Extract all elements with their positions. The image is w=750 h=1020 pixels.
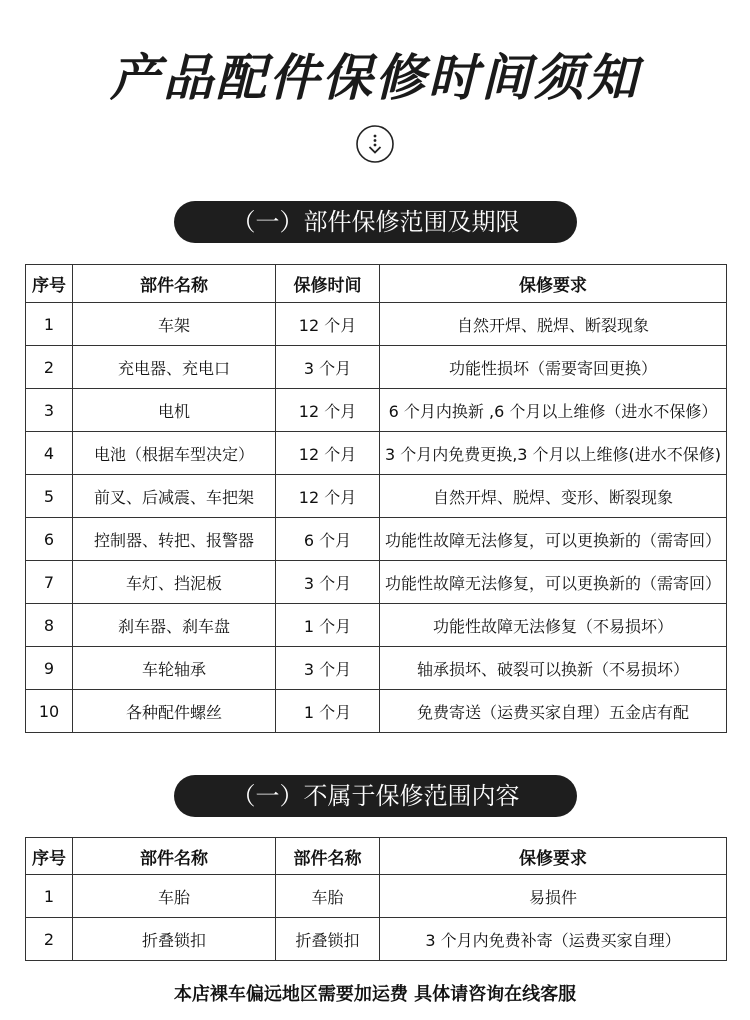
table-row — [26, 647, 727, 690]
cell-requirement: 3 个月内免费更换,3 个月以上维修(进水不保修) — [380, 432, 727, 475]
cell-part-name: 车轮轴承 — [73, 647, 276, 690]
cell-index: 7 — [26, 561, 73, 604]
table-row — [26, 346, 727, 389]
table-row — [26, 389, 727, 432]
cell-period: 1 个月 — [276, 690, 380, 733]
cell-requirement: 轴承损坏、破裂可以换新（不易损坏） — [380, 647, 727, 690]
cell-requirement: 功能性故障无法修复，可以更换新的（需寄回） — [380, 561, 727, 604]
section1-heading: （一）部件保修范围及期限 — [174, 201, 577, 243]
cell-requirement: 自然开焊、脱焊、变形、断裂现象 — [380, 475, 727, 518]
cell-requirement: 易损件 — [380, 875, 727, 918]
cell-period: 12 个月 — [276, 389, 380, 432]
cell-requirement: 功能性故障无法修复（不易损坏） — [380, 604, 727, 647]
table-row — [26, 918, 727, 961]
cell-period: 3 个月 — [276, 346, 380, 389]
cell-index: 3 — [26, 389, 73, 432]
table-row — [26, 303, 727, 346]
cell-requirement: 功能性故障无法修复，可以更换新的（需寄回） — [380, 518, 727, 561]
cell-part-name: 车架 — [73, 303, 276, 346]
cell-index: 9 — [26, 647, 73, 690]
cell-requirement: 3 个月内免费补寄（运费买家自理） — [380, 918, 727, 961]
cell-index: 1 — [26, 875, 73, 918]
cell-index: 2 — [26, 918, 73, 961]
table-row — [26, 875, 727, 918]
exclusion-table — [25, 837, 727, 961]
table-row — [26, 432, 727, 475]
cell-part-name: 各种配件螺丝 — [73, 690, 276, 733]
cell-period: 12 个月 — [276, 475, 380, 518]
section2-heading: （一）不属于保修范围内容 — [174, 775, 577, 817]
cell-requirement: 免费寄送（运费买家自理）五金店有配 — [380, 690, 727, 733]
cell-requirement: 自然开焊、脱焊、断裂现象 — [380, 303, 727, 346]
cell-requirement: 6 个月内换新 ,6 个月以上维修（进水不保修） — [380, 389, 727, 432]
cell-part-name: 车灯、挡泥板 — [73, 561, 276, 604]
chevron-down-icon — [355, 124, 395, 164]
cell-period: 3 个月 — [276, 561, 380, 604]
cell-part-name: 电池（根据车型决定） — [73, 432, 276, 475]
cell-index: 4 — [26, 432, 73, 475]
cell-index: 8 — [26, 604, 73, 647]
cell-period: 车胎 — [276, 875, 380, 918]
cell-index: 1 — [26, 303, 73, 346]
cell-index: 10 — [26, 690, 73, 733]
header-index: 序号 — [26, 265, 73, 303]
page-title: 产品配件保修时间须知 — [110, 49, 640, 107]
cell-part-name: 电机 — [73, 389, 276, 432]
table-row — [26, 604, 727, 647]
cell-period: 12 个月 — [276, 432, 380, 475]
cell-period: 折叠锁扣 — [276, 918, 380, 961]
cell-part-name: 充电器、充电口 — [73, 346, 276, 389]
cell-part-name: 折叠锁扣 — [73, 918, 276, 961]
header-part-name: 部件名称 — [73, 838, 276, 875]
cell-period: 3 个月 — [276, 647, 380, 690]
warranty-table — [25, 264, 727, 733]
header-warranty-period: 保修时间 — [276, 265, 380, 303]
cell-period: 6 个月 — [276, 518, 380, 561]
cell-index: 6 — [26, 518, 73, 561]
table-header-row — [26, 265, 727, 303]
cell-requirement: 功能性损坏（需要寄回更换） — [380, 346, 727, 389]
header-warranty-requirement: 保修要求 — [380, 265, 727, 303]
table-row — [26, 518, 727, 561]
cell-index: 5 — [26, 475, 73, 518]
cell-part-name: 车胎 — [73, 875, 276, 918]
table-header-row — [26, 838, 727, 875]
header-part-name: 部件名称 — [73, 265, 276, 303]
cell-part-name: 刹车器、刹车盘 — [73, 604, 276, 647]
cell-index: 2 — [26, 346, 73, 389]
cell-period: 12 个月 — [276, 303, 380, 346]
footer-note: 本店裸车偏远地区需要加运费 具体请咨询在线客服 — [173, 984, 577, 1005]
header-part-name-2: 部件名称 — [276, 838, 380, 875]
cell-part-name: 控制器、转把、报警器 — [73, 518, 276, 561]
cell-period: 1 个月 — [276, 604, 380, 647]
table-row — [26, 561, 727, 604]
header-index: 序号 — [26, 838, 73, 875]
header-warranty-requirement: 保修要求 — [380, 838, 727, 875]
cell-part-name: 前叉、后减震、车把架 — [73, 475, 276, 518]
table-row — [26, 475, 727, 518]
table-row — [26, 690, 727, 733]
